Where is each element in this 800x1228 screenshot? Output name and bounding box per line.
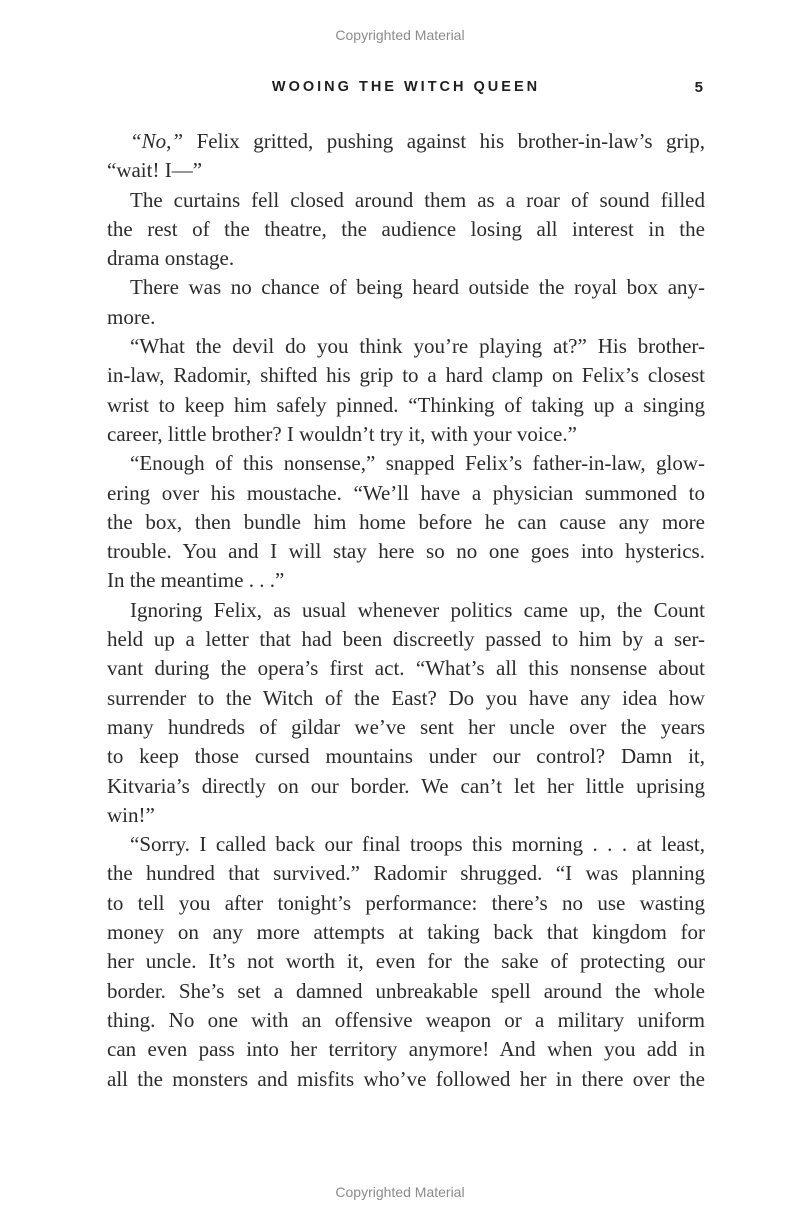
paragraph (107, 596, 705, 830)
text-line: “What the devil do you think you’re playing at?” His brother- (130, 334, 705, 359)
text-line: the box, then bundle him home before he can cause any more (107, 509, 705, 534)
text-line: win!” (107, 802, 155, 827)
text-line: to tell you after tonight’s performance: there’s no use wasting (107, 890, 706, 915)
text-line: held up a letter that had been discreetly passed to him by a ser- (107, 627, 706, 652)
text-line: The curtains fell closed around them as a roar of sound filled (130, 187, 705, 212)
text-line: wrist to keep him safely pinned. “Thinking of taking up a singing (107, 392, 706, 417)
text-line: more. (107, 304, 156, 329)
bottom-copyright-notice: Copyrighted Material (335, 1184, 465, 1200)
text-line: border. She’s set a damned unbreakable spell around the whole (107, 978, 706, 1003)
text-line: to keep those cursed mountains under our control? Damn it, (107, 744, 706, 769)
text-line: Kitvaria’s directly on our border. We can’t let her little uprising (107, 773, 705, 798)
paragraph (107, 127, 705, 186)
text-line: “wait! I—” (107, 158, 203, 183)
paragraph (107, 332, 705, 449)
page-number: 5 (694, 79, 703, 96)
text-line: the rest of the theatre, the audience losing all interest in the (107, 216, 705, 241)
text-line: career, little brother? I wouldn’t try it, with your voice.” (107, 421, 577, 446)
running-header (107, 79, 705, 97)
text-line: “Enough of this nonsense,” snapped Felix’s father-in-law, glow- (130, 451, 706, 476)
text-line: vant during the opera’s first act. “What’s all this nonsense about (107, 656, 706, 681)
text-line: “Sorry. I called back our final troops this morning . . . at least, (130, 832, 705, 857)
page-body-text (107, 127, 705, 1094)
text-line: ering over his moustache. “We’ll have a physician summoned to (107, 480, 705, 505)
text-line: Ignoring Felix, as usual whenever politics came up, the Count (130, 597, 705, 622)
paragraph (107, 273, 705, 332)
text-line: in-law, Radomir, shifted his grip to a hard clamp on Felix’s closest (107, 363, 705, 388)
text-line: There was no chance of being heard outside the royal box any- (130, 275, 706, 300)
running-header-title: WOOING THE WITCH QUEEN (271, 79, 541, 95)
text-line: her uncle. It’s not worth it, even for the sake of protecting our (107, 949, 706, 974)
text-line: thing. No one with an offensive weapon or a military uniform (107, 1007, 705, 1032)
text-line: money on any more attempts at taking back that kingdom for (107, 920, 706, 945)
text-line: many hundreds of gildar we’ve sent her uncle over the years (107, 714, 706, 739)
text-line: the hundred that survived.” Radomir shrugged. “I was planning (107, 861, 705, 886)
top-copyright-notice: Copyrighted Material (335, 27, 465, 43)
text-line: In the meantime . . .” (107, 568, 285, 593)
text-line: trouble. You and I will stay here so no one goes into hysterics. (107, 539, 705, 564)
paragraph (107, 830, 705, 1094)
text-line: “No,” Felix gritted, pushing against his brother-in-law’s grip, (130, 129, 706, 153)
text-line: can even pass into her territory anymore! And when you add in (107, 1037, 705, 1062)
text-line: surrender to the Witch of the East? Do you have any idea how (107, 685, 705, 710)
paragraph (107, 186, 705, 274)
paragraph (107, 449, 705, 595)
text-line: drama onstage. (107, 246, 235, 271)
text-line: all the monsters and misfits who’ve followed her in there over the (107, 1066, 705, 1091)
